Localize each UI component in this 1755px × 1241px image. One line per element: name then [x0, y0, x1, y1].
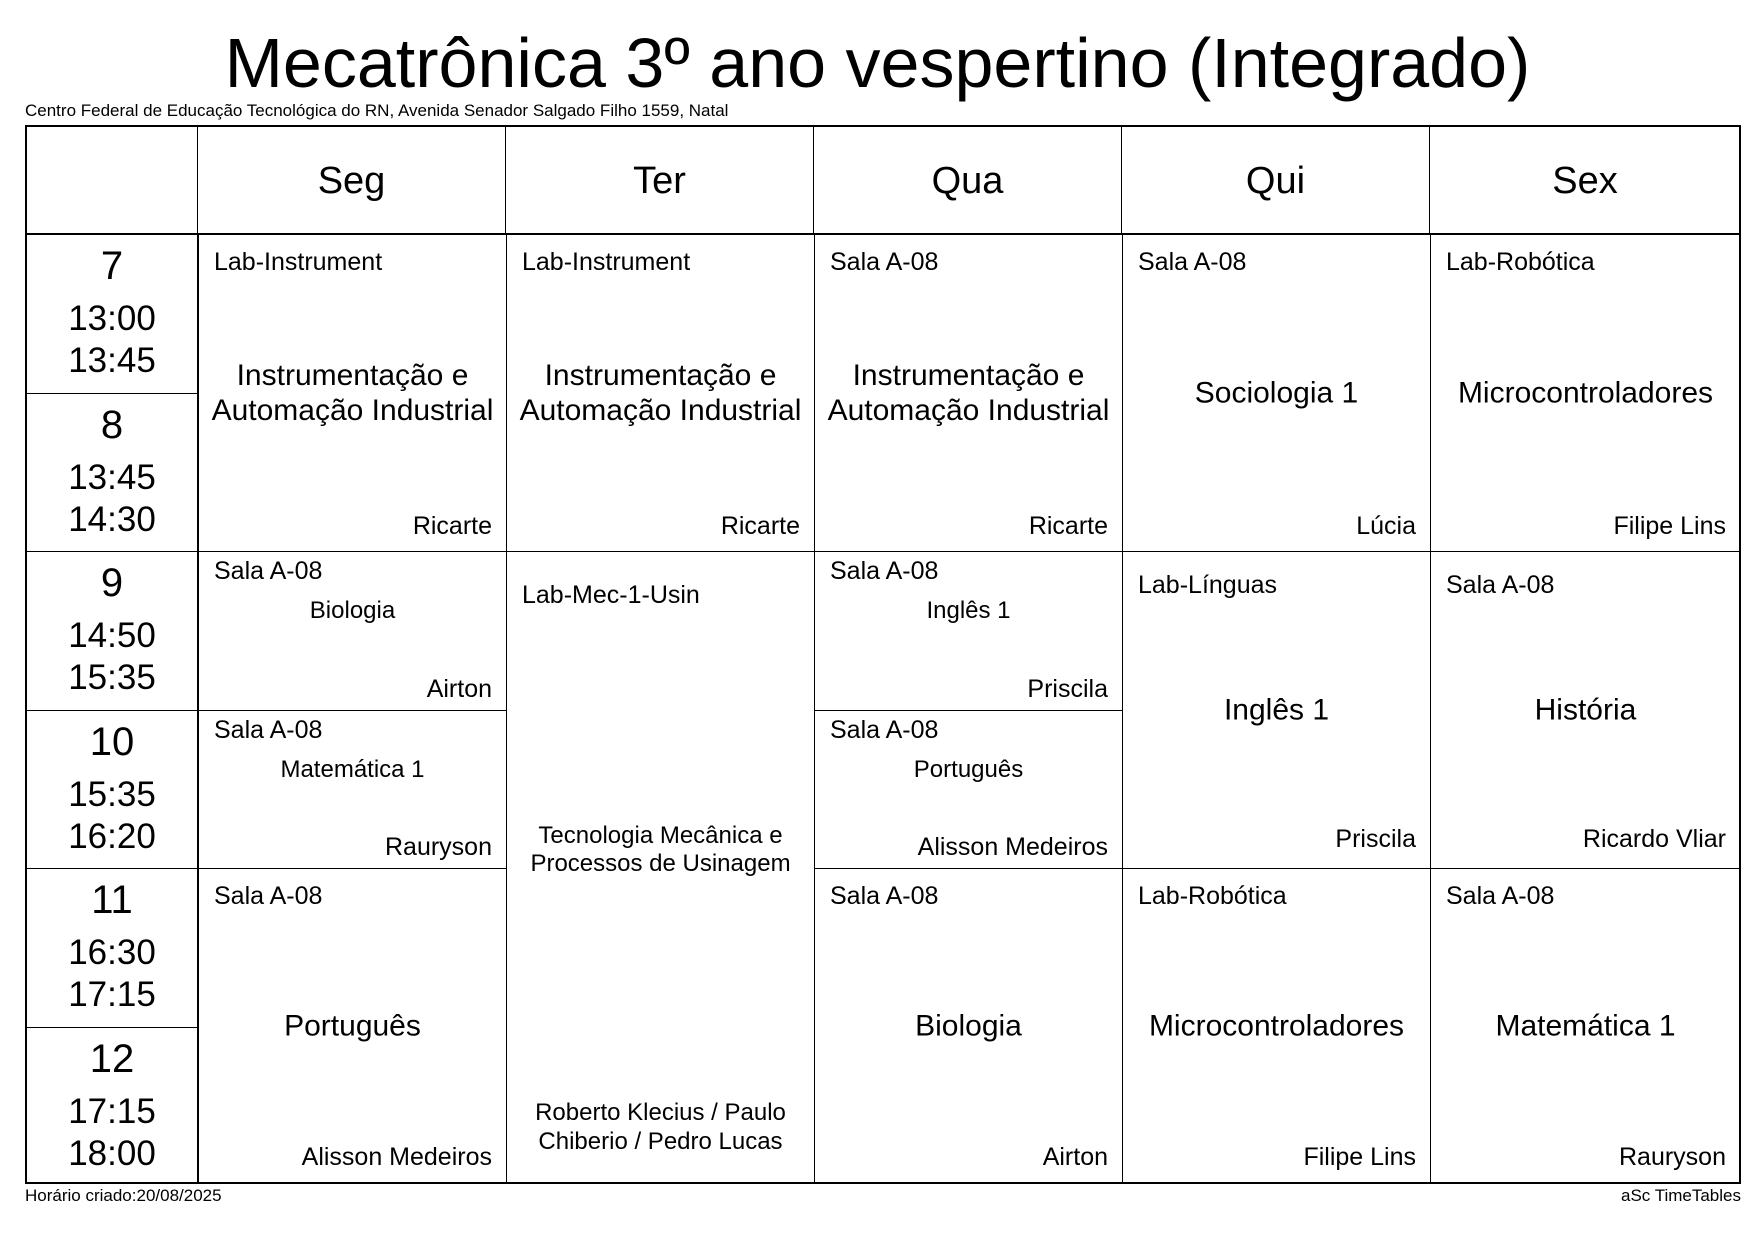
page-title: Mecatrônica 3º ano vespertino (Integrado) — [224, 24, 1531, 102]
lesson-room: Lab-Instrument — [522, 248, 691, 276]
lesson-subject: Microcontroladores — [1148, 1009, 1405, 1042]
lesson-qua-9 — [814, 551, 1122, 710]
period-start: 17:15 — [68, 1092, 156, 1131]
period-number: 10 — [89, 720, 135, 764]
period-12 — [27, 1027, 198, 1182]
lesson-teacher: Airton — [1042, 1143, 1108, 1171]
lesson-subject: Inglês 1 — [1223, 693, 1330, 727]
lesson-room: Sala A-08 — [830, 248, 939, 276]
period-7 — [27, 235, 198, 393]
period-start: 15:35 — [68, 775, 156, 814]
period-end: 16:20 — [68, 817, 156, 856]
lesson-teacher: Priscila — [1335, 825, 1416, 853]
period-end: 14:30 — [68, 500, 156, 539]
lesson-seg-11-12 — [198, 868, 506, 1182]
lesson-qui-11-12 — [1122, 868, 1430, 1182]
lesson-qui-9-10 — [1122, 551, 1430, 868]
lesson-room: Sala A-08 — [1138, 248, 1247, 276]
period-number: 11 — [91, 878, 133, 922]
day-header-ter: Ter — [506, 127, 814, 235]
lesson-qua-10 — [814, 710, 1122, 868]
lesson-subject: Matemática 1 — [1495, 1009, 1676, 1042]
lesson-teacher: Roberto Klecius / Paulo Chiberio / Pedro Lucas — [535, 1099, 786, 1155]
lesson-seg-7-8 — [198, 235, 506, 551]
period-number: 7 — [100, 244, 124, 288]
lesson-sex-7-8 — [1430, 235, 1740, 551]
lesson-room: Sala A-08 — [1446, 571, 1555, 599]
period-start: 13:45 — [68, 458, 156, 497]
lesson-subject: Matemática 1 — [280, 756, 425, 783]
lesson-seg-10 — [198, 710, 506, 868]
lesson-subject: Biologia — [309, 597, 396, 624]
timetable-grid — [25, 125, 1741, 1184]
lesson-subject: Instrumentação e Automação Industrial — [519, 359, 802, 427]
period-8 — [27, 393, 198, 551]
period-number: 8 — [100, 403, 124, 447]
lesson-teacher: Rauryson — [385, 833, 492, 861]
created-date: Horário criado:20/08/2025 — [25, 1186, 222, 1205]
lesson-room: Sala A-08 — [214, 557, 323, 585]
lesson-subject: Português — [284, 1009, 421, 1042]
lesson-sex-9-10 — [1430, 551, 1740, 868]
lesson-subject: Instrumentação e Automação Industrial — [827, 359, 1110, 427]
lesson-subject: Tecnologia Mecânica e Processos de Usinagem — [530, 822, 791, 877]
day-header-qua: Qua — [814, 127, 1122, 235]
lesson-teacher: Filipe Lins — [1613, 512, 1726, 540]
lesson-teacher: Priscila — [1027, 675, 1108, 703]
day-header-seg: Seg — [198, 127, 506, 235]
lesson-subject: Sociologia 1 — [1194, 376, 1359, 410]
lesson-room: Sala A-08 — [830, 716, 939, 744]
lesson-room: Lab-Robótica — [1138, 882, 1287, 910]
lesson-teacher: Alisson Medeiros — [917, 833, 1108, 861]
period-start: 16:30 — [68, 933, 156, 972]
lesson-teacher: Rauryson — [1619, 1143, 1726, 1171]
lesson-ter-7-8 — [506, 235, 814, 551]
software-credit: aSc TimeTables — [1621, 1186, 1741, 1205]
lesson-qua-11-12 — [814, 868, 1122, 1182]
lesson-subject: Microcontroladores — [1457, 376, 1714, 410]
lesson-subject: Inglês 1 — [926, 597, 1011, 624]
lesson-teacher: Airton — [426, 675, 492, 703]
lesson-teacher: Ricarte — [720, 512, 800, 540]
lesson-qua-7-8 — [814, 235, 1122, 551]
school-address: Centro Federal de Educação Tecnológica do RN, Avenida Senador Salgado Filho 1559, Natal — [25, 101, 729, 120]
lesson-ter-9-12 — [506, 551, 814, 1182]
lesson-subject: Biologia — [915, 1009, 1022, 1042]
period-start: 13:00 — [68, 299, 156, 338]
lesson-teacher: Ricarte — [412, 512, 492, 540]
lesson-room: Lab-Robótica — [1446, 248, 1595, 276]
lesson-teacher: Ricardo Vliar — [1582, 825, 1726, 853]
period-9 — [27, 551, 198, 710]
day-header-sex: Sex — [1552, 159, 1618, 202]
period-end: 17:15 — [68, 975, 156, 1014]
period-end: 13:45 — [68, 341, 156, 380]
lesson-room: Sala A-08 — [214, 882, 323, 910]
lesson-teacher: Ricarte — [1028, 512, 1108, 540]
period-end: 18:00 — [68, 1134, 156, 1173]
corner-cell — [27, 127, 198, 235]
lesson-teacher: Filipe Lins — [1303, 1143, 1416, 1171]
lesson-sex-11-12 — [1430, 868, 1740, 1182]
lesson-subject: Instrumentação e Automação Industrial — [211, 359, 494, 427]
lesson-qui-7-8 — [1122, 235, 1430, 551]
period-11 — [27, 868, 198, 1027]
lesson-subject: História — [1534, 693, 1637, 727]
day-header-qui: Qui — [1122, 127, 1430, 235]
lesson-room: Sala A-08 — [214, 716, 323, 744]
lesson-room: Lab-Mec-1-Usin — [522, 581, 700, 609]
period-end: 15:35 — [68, 658, 156, 697]
lesson-subject: Português — [913, 756, 1024, 783]
lesson-teacher: Alisson Medeiros — [301, 1143, 492, 1171]
lesson-room: Lab-Instrument — [214, 248, 383, 276]
period-number: 9 — [100, 561, 124, 605]
lesson-room: Lab-Línguas — [1138, 571, 1278, 599]
lesson-room: Sala A-08 — [1446, 882, 1555, 910]
period-number: 12 — [89, 1037, 135, 1081]
period-start: 14:50 — [68, 616, 156, 655]
period-10 — [27, 710, 198, 868]
lesson-room: Sala A-08 — [830, 557, 939, 585]
lesson-room: Sala A-08 — [830, 882, 939, 910]
lesson-teacher: Lúcia — [1356, 512, 1416, 540]
lesson-seg-9 — [198, 551, 506, 710]
